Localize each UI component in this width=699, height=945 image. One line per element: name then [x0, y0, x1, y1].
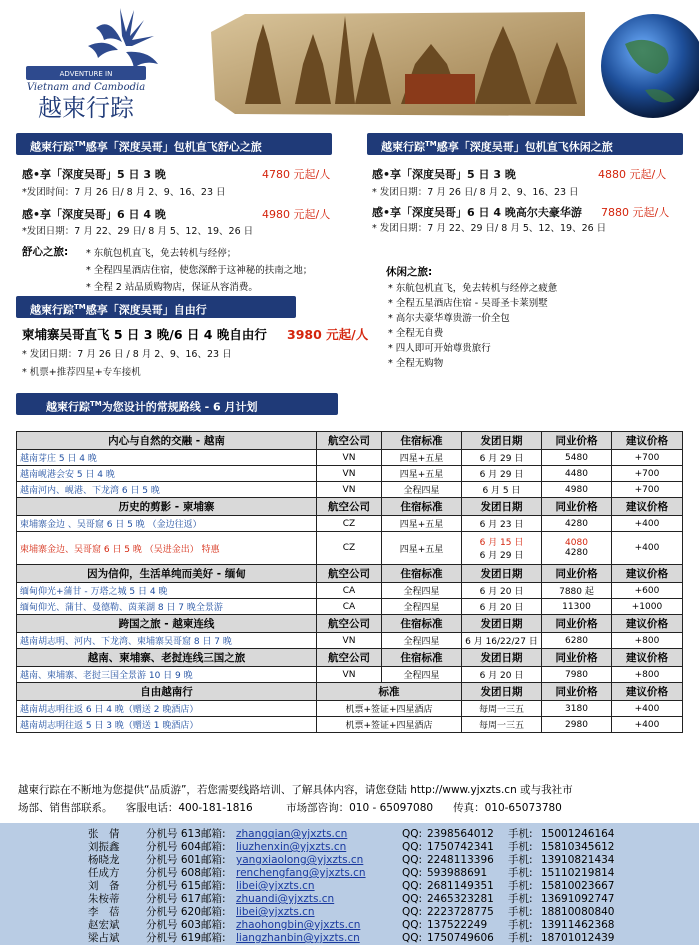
table-row[interactable] — [17, 717, 683, 733]
route-link[interactable]: 缅甸仰光、蒲甘、曼德勒、茵莱湖 8 日 7 晚全景游 — [17, 599, 317, 615]
box-b-dates-2: * 发团日期：7 月 22、29 日/ 8 月 5、12、19、26 日 — [372, 223, 607, 234]
cell-prices-double — [542, 532, 612, 565]
col-trade-price: 同业价格 — [542, 649, 612, 667]
table-section-header — [17, 649, 683, 667]
contact-mail-label: 邮箱: — [201, 880, 226, 892]
box-b-feature-5: * 四人即可开始尊贵旅行 — [388, 343, 491, 354]
col-hotel: 住宿标准 — [382, 649, 462, 667]
contact-list — [0, 823, 699, 945]
brand-logo — [18, 6, 168, 124]
box-a-title: 感享「深度吴哥」包机直飞舒心之旅 — [85, 140, 262, 154]
footer-line-2: 场部、销售部联系。 客服电话：400-181-1816 市场部咨询：010 - 65097080 传真：010-65073780 — [18, 802, 562, 814]
cell-date: 每周一三五 — [462, 701, 542, 717]
contact-qq: 1750749606 — [427, 932, 494, 944]
cell-hotel: 全程四星 — [382, 599, 462, 615]
box-b-feature-2: * 全程五星酒店住宿 - 吴哥圣卡莱别墅 — [388, 298, 548, 309]
col-suggest-price: 建议价格 — [612, 498, 683, 516]
cell-trade-price: 2980 — [542, 717, 612, 733]
cell-suggest-price: +600 — [612, 583, 683, 599]
tm-mark: TM — [74, 303, 86, 311]
contact-ext: 分机号 619 — [146, 932, 201, 944]
col-suggest-price: 建议价格 — [612, 649, 683, 667]
route-link[interactable]: 柬埔寨金边 、吴哥窟 6 日 5 晚 （金边往返） — [17, 516, 317, 532]
col-trade-price: 同业价格 — [542, 432, 612, 450]
table-row[interactable] — [17, 466, 683, 482]
cell-airline: CZ — [317, 532, 382, 565]
cell-date: 6 月 20 日 — [462, 599, 542, 615]
table-section-header — [17, 615, 683, 633]
cell-hotel: 全程四星 — [382, 583, 462, 599]
cell-date: 6 月 29 日 — [462, 450, 542, 466]
contact-phone: 15001246164 — [541, 828, 615, 840]
cell-date: 6 月 20 日 — [462, 583, 542, 599]
table-section-header — [17, 432, 683, 450]
special-price-1: 4080 — [565, 538, 588, 548]
contact-phone-label: 手机: — [508, 919, 533, 931]
routes-title: 为您设计的常规路线 - 6 月计划 — [101, 400, 258, 414]
cell-suggest-price: +400 — [612, 717, 683, 733]
brand-en-line1: ADVENTURE IN — [59, 70, 113, 78]
contact-ext: 分机号 604 — [146, 841, 201, 853]
contact-ext: 分机号 620 — [146, 906, 201, 918]
contact-name: 梁占斌 — [88, 932, 120, 944]
routes-table — [16, 431, 683, 733]
contact-phone-label: 手机: — [508, 854, 533, 866]
contact-phone-label: 手机: — [508, 932, 533, 944]
box-c-price: 3980 元起/人 — [287, 327, 369, 342]
table-row-special[interactable] — [17, 532, 683, 565]
contact-phone-label: 手机: — [508, 893, 533, 905]
col-airline: 航空公司 — [317, 615, 382, 633]
contact-qq: 2681149351 — [427, 880, 494, 892]
box-a-header — [16, 133, 332, 155]
cell-date: 6 月 16/22/27 日 — [462, 633, 542, 649]
contact-email-link[interactable]: libei@yjxzts.cn — [236, 880, 315, 892]
cell-airline: CA — [317, 599, 382, 615]
box-c-brand: 越柬行踪 — [30, 303, 74, 317]
contact-ext: 分机号 615 — [146, 880, 201, 892]
table-row[interactable] — [17, 450, 683, 466]
route-link[interactable]: 越南芽庄 5 日 4 晚 — [17, 450, 317, 466]
cell-suggest-price: +800 — [612, 633, 683, 649]
box-b-feature-3: * 高尔夫豪华尊贵游一价全包 — [388, 313, 510, 324]
col-standard: 标准 — [317, 683, 462, 701]
contact-qq-label: QQ: — [402, 841, 423, 853]
table-row[interactable] — [17, 583, 683, 599]
box-b-product-1: 感•享「深度吴哥」5 日 3 晚 — [372, 168, 516, 181]
contact-mail-label: 邮箱: — [201, 919, 226, 931]
col-date: 发团日期 — [462, 615, 542, 633]
contact-name: 刘振鑫 — [88, 841, 120, 853]
box-a-product-1: 感•享「深度吴哥」5 日 3 晚 — [22, 168, 166, 181]
cell-standard: 机票+签证+四星酒店 — [317, 701, 462, 717]
box-b-dates-1: * 发团日期：7 月 26 日/ 8 月 2、9、16、23 日 — [372, 187, 579, 198]
section-title: 越南、柬埔寨、老挝连线三国之旅 — [17, 649, 317, 667]
col-date: 发团日期 — [462, 432, 542, 450]
contact-phone: 15810345612 — [541, 841, 615, 853]
contact-mail-label: 邮箱: — [201, 906, 226, 918]
cell-date: 6 月 23 日 — [462, 516, 542, 532]
cell-suggest-price: +700 — [612, 450, 683, 466]
cell-hotel: 四星+五星 — [382, 532, 462, 565]
col-trade-price: 同业价格 — [542, 498, 612, 516]
section-title: 内心与自然的交融 - 越南 — [17, 432, 317, 450]
section-title: 因为信仰，生活单纯而美好 - 缅甸 — [17, 565, 317, 583]
routes-header — [16, 393, 338, 415]
box-b-title: 感享「深度吴哥」包机直飞休闲之旅 — [436, 140, 613, 154]
contact-qq: 2248113396 — [427, 854, 494, 866]
tm-mark: TM — [425, 140, 437, 148]
cell-trade-price: 7880 起 — [542, 583, 612, 599]
box-a-product-2: 感•享「深度吴哥」6 日 4 晚 — [22, 208, 166, 221]
contact-phone-label: 手机: — [508, 867, 533, 879]
contact-qq-label: QQ: — [402, 893, 423, 905]
table-section-header — [17, 565, 683, 583]
contact-phone: 18810080840 — [541, 906, 615, 918]
table-row[interactable] — [17, 633, 683, 649]
box-b-price-1: 4880 元起/人 — [598, 168, 667, 181]
col-airline: 航空公司 — [317, 649, 382, 667]
section-title: 自由越南行 — [17, 683, 317, 701]
box-b-price-2: 7880 元起/人 — [601, 206, 670, 219]
contact-phone-label: 手机: — [508, 828, 533, 840]
route-link-special[interactable]: 柬埔寨金边、吴哥窟 6 日 5 晚 （吴进金出） 特惠 — [17, 532, 317, 565]
col-hotel: 住宿标准 — [382, 432, 462, 450]
cell-airline: VN — [317, 633, 382, 649]
contact-phone: 18701012439 — [541, 932, 615, 944]
cell-suggest-price: +400 — [612, 532, 683, 565]
col-date: 发团日期 — [462, 649, 542, 667]
contact-qq-label: QQ: — [402, 854, 423, 866]
cell-trade-price: 4480 — [542, 466, 612, 482]
cell-trade-price: 3180 — [542, 701, 612, 717]
contact-name: 刘 备 — [88, 880, 120, 892]
box-a-brand: 越柬行踪 — [30, 140, 74, 154]
col-airline: 航空公司 — [317, 432, 382, 450]
cell-suggest-price: +700 — [612, 482, 683, 498]
box-c-dates: * 发团日期：7 月 26 日 / 8 月 2、9、16、23 日 — [22, 349, 232, 360]
col-airline: 航空公司 — [317, 565, 382, 583]
col-suggest-price: 建议价格 — [612, 432, 683, 450]
col-trade-price: 同业价格 — [542, 683, 612, 701]
contact-email-link[interactable]: zhuandi@yjxzts.cn — [236, 893, 335, 905]
cell-suggest-price: +700 — [612, 466, 683, 482]
tm-mark: TM — [90, 400, 102, 408]
box-a-dates-2: *发团日期：7 月 22、29 日/ 8 月 5、12、19、26 日 — [22, 226, 254, 237]
brand-cn-name: 越柬行踪 — [38, 94, 134, 122]
contact-email-link[interactable]: renchengfang@yjxzts.cn — [236, 867, 366, 879]
box-c-product: 柬埔寨吴哥直飞 5 日 3 晚/6 日 4 晚自由行 — [22, 327, 267, 342]
cell-hotel: 全程四星 — [382, 482, 462, 498]
col-date: 发团日期 — [462, 498, 542, 516]
cell-date: 6 月 29 日 — [462, 466, 542, 482]
contact-ext: 分机号 603 — [146, 919, 201, 931]
cell-airline: VN — [317, 466, 382, 482]
col-trade-price: 同业价格 — [542, 565, 612, 583]
contact-ext: 分机号 601 — [146, 854, 201, 866]
col-date: 发团日期 — [462, 683, 542, 701]
contact-phone-label: 手机: — [508, 841, 533, 853]
col-hotel: 住宿标准 — [382, 498, 462, 516]
page-header — [0, 0, 699, 128]
contact-phone: 13910821434 — [541, 854, 615, 866]
col-trade-price: 同业价格 — [542, 615, 612, 633]
cell-trade-price: 4980 — [542, 482, 612, 498]
contact-email-link[interactable]: zhaohongbin@yjxzts.cn — [236, 919, 361, 931]
box-a-feature-2: * 全程四星酒店住宿，使您深醉于这神秘的扶南之地； — [86, 265, 313, 276]
contact-email-link[interactable]: liuzhenxin@yjxzts.cn — [236, 841, 347, 853]
cell-trade-price: 4280 — [542, 516, 612, 532]
contact-qq-label: QQ: — [402, 906, 423, 918]
col-suggest-price: 建议价格 — [612, 683, 683, 701]
contact-name: 赵宏斌 — [88, 919, 120, 931]
box-b-product-2: 感•享「深度吴哥」6 日 4 晚高尔夫豪华游 — [372, 206, 582, 219]
box-a-feature-1: * 东航包机直飞，免去转机与经停； — [86, 248, 237, 259]
contact-qq: 2398564012 — [427, 828, 494, 840]
contact-qq: 2465323281 — [427, 893, 494, 905]
cell-suggest-price: +1000 — [612, 599, 683, 615]
contact-name: 李 蓓 — [88, 906, 120, 918]
box-a-feature-label: 舒心之旅: — [22, 246, 69, 258]
box-b-feature-6: * 全程无购物 — [388, 358, 444, 369]
contact-qq-label: QQ: — [402, 867, 423, 879]
contact-phone-label: 手机: — [508, 880, 533, 892]
cell-dates-double — [462, 532, 542, 565]
contact-phone: 15810023667 — [541, 880, 615, 892]
route-link[interactable]: 越南胡志明往返 5 日 3 晚（赠送 1 晚酒店） — [17, 717, 317, 733]
box-b-header — [367, 133, 683, 155]
box-b-brand: 越柬行踪 — [381, 140, 425, 154]
box-a-price-1: 4780 元起/人 — [262, 168, 331, 181]
route-link[interactable]: 越南岘港会安 5 日 4 晚 — [17, 466, 317, 482]
col-hotel: 住宿标准 — [382, 565, 462, 583]
contact-mail-label: 邮箱: — [201, 841, 226, 853]
contact-ext: 分机号 613 — [146, 828, 201, 840]
box-b-feature-1: * 东航包机直飞，免去转机与经停之疲惫 — [388, 283, 558, 294]
cell-trade-price: 6280 — [542, 633, 612, 649]
box-a-dates-1: *发团时间：7 月 26 日/ 8 月 2、9、16、23 日 — [22, 187, 226, 198]
contact-qq: 137522249 — [427, 919, 488, 931]
route-link[interactable]: 缅甸仰光+蒲甘 - 万塔之城 5 日 4 晚 — [17, 583, 317, 599]
cell-standard: 机票+签证+四星酒店 — [317, 717, 462, 733]
contact-phone: 13691092747 — [541, 893, 615, 905]
cell-airline: CZ — [317, 516, 382, 532]
cell-hotel: 全程四星 — [382, 633, 462, 649]
route-link[interactable]: 越南河内、岘港、下龙湾 6 日 5 晚 — [17, 482, 317, 498]
col-suggest-price: 建议价格 — [612, 615, 683, 633]
contact-phone: 15110219814 — [541, 867, 615, 879]
contact-mail-label: 邮箱: — [201, 932, 226, 944]
cell-airline: CA — [317, 583, 382, 599]
cell-suggest-price: +400 — [612, 701, 683, 717]
cell-hotel: 全程四星 — [382, 667, 462, 683]
table-row[interactable] — [17, 516, 683, 532]
contact-qq-label: QQ: — [402, 932, 423, 944]
contact-email-link[interactable]: libei@yjxzts.cn — [236, 906, 315, 918]
contact-phone-label: 手机: — [508, 906, 533, 918]
contact-qq-label: QQ: — [402, 880, 423, 892]
brand-en-line2: Vietnam and Cambodia — [26, 82, 146, 93]
box-a-feature-3: * 全程 2 站品质购物店，保证从容消费。 — [86, 282, 258, 293]
contact-qq: 593988691 — [427, 867, 488, 879]
section-title: 跨国之旅 - 越柬连线 — [17, 615, 317, 633]
box-b-feature-4: * 全程无自费 — [388, 328, 444, 339]
contact-email-link[interactable]: yangxiaolong@yjxzts.cn — [236, 854, 364, 866]
special-date-1: 6 月 15 日 — [479, 538, 524, 548]
table-row[interactable] — [17, 701, 683, 717]
col-suggest-price: 建议价格 — [612, 565, 683, 583]
cell-date: 6 月 20 日 — [462, 667, 542, 683]
temples-scroll-image — [205, 4, 699, 122]
tm-mark: TM — [74, 140, 86, 148]
cell-hotel: 四星+五星 — [382, 466, 462, 482]
cell-suggest-price: +400 — [612, 516, 683, 532]
cell-airline: VN — [317, 482, 382, 498]
cell-date: 每周一三五 — [462, 717, 542, 733]
cell-date: 6 月 5 日 — [462, 482, 542, 498]
cell-trade-price: 5480 — [542, 450, 612, 466]
cell-trade-price: 11300 — [542, 599, 612, 615]
cell-suggest-price: +800 — [612, 667, 683, 683]
special-price-2: 4280 — [565, 548, 588, 558]
special-date-2: 6 月 29 日 — [479, 551, 524, 561]
contact-ext: 分机号 608 — [146, 867, 201, 879]
contact-email-link[interactable]: zhangqian@yjxzts.cn — [236, 828, 348, 840]
table-section-header — [17, 498, 683, 516]
contact-name: 杨晓龙 — [88, 854, 120, 866]
contact-mail-label: 邮箱: — [201, 893, 226, 905]
contact-mail-label: 邮箱: — [201, 854, 226, 866]
contact-mail-label: 邮箱: — [201, 828, 226, 840]
section-title: 历史的剪影 - 柬埔寨 — [17, 498, 317, 516]
contact-name: 张 倩 — [88, 828, 120, 840]
contact-qq-label: QQ: — [402, 828, 423, 840]
footer-line-1: 越柬行踪在不断地为您提供“品质游”，若您需要线路培训、了解具体内容，请您登陆 http://www.yjxzts.cn 或与我社市 — [18, 784, 573, 796]
box-c-header — [16, 296, 296, 318]
col-airline: 航空公司 — [317, 498, 382, 516]
route-link[interactable]: 越南胡志明往返 6 日 4 晚（赠送 2 晚酒店） — [17, 701, 317, 717]
contact-email-link[interactable]: liangzhanbin@yjxzts.cn — [236, 932, 360, 944]
cell-airline: VN — [317, 667, 382, 683]
box-c-note: * 机票+推荐四星+专车接机 — [22, 367, 141, 378]
cell-hotel: 四星+五星 — [382, 516, 462, 532]
contact-qq: 2223728775 — [427, 906, 494, 918]
table-section-header — [17, 683, 683, 701]
table-row[interactable] — [17, 667, 683, 683]
contact-phone: 13911462368 — [541, 919, 615, 931]
route-link[interactable]: 越南胡志明、河内、下龙湾、柬埔寨吴哥窟 8 日 7 晚 — [17, 633, 317, 649]
cell-trade-price: 7980 — [542, 667, 612, 683]
contact-name: 朱桉蒂 — [88, 893, 120, 905]
col-date: 发团日期 — [462, 565, 542, 583]
cell-hotel: 四星+五星 — [382, 450, 462, 466]
route-link[interactable]: 越南、柬埔寨、老挝三国全景游 10 日 9 晚 — [17, 667, 317, 683]
box-c-title: 感享「深度吴哥」自由行 — [85, 303, 207, 317]
table-row[interactable] — [17, 599, 683, 615]
box-b-feature-label: 休闲之旅: — [386, 266, 433, 278]
table-row[interactable] — [17, 482, 683, 498]
contact-qq: 1750742341 — [427, 841, 494, 853]
contact-name: 任成方 — [88, 867, 120, 879]
contact-mail-label: 邮箱: — [201, 867, 226, 879]
contact-qq-label: QQ: — [402, 919, 423, 931]
col-hotel: 住宿标准 — [382, 615, 462, 633]
cell-airline: VN — [317, 450, 382, 466]
routes-brand: 越柬行踪 — [46, 400, 90, 414]
contact-ext: 分机号 617 — [146, 893, 201, 905]
box-a-price-2: 4980 元起/人 — [262, 208, 331, 221]
